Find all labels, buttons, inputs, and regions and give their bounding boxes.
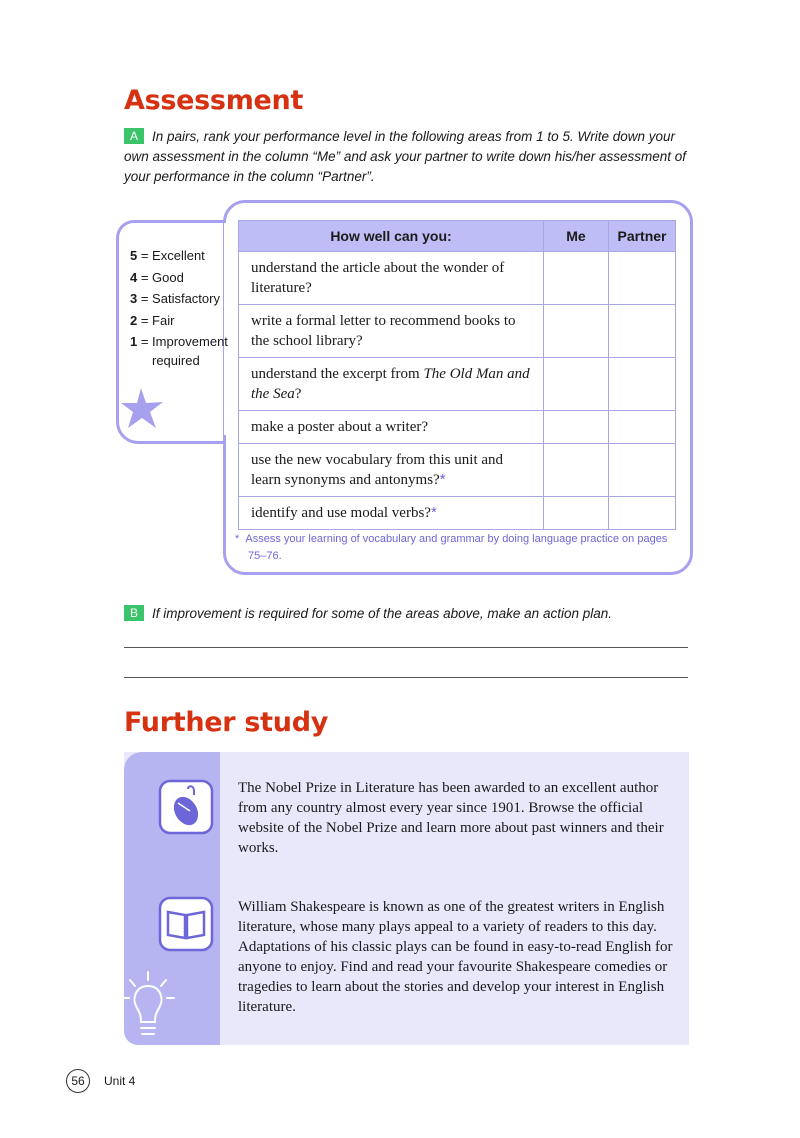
asterisk-marker: * bbox=[430, 504, 437, 521]
scale-item-continuation: required bbox=[152, 352, 200, 368]
part-a-badge: A bbox=[124, 128, 144, 144]
scale-item: 3 = Satisfactory bbox=[130, 291, 220, 306]
partner-score-cell[interactable] bbox=[609, 305, 676, 358]
skill-cell: write a formal letter to recommend books to the school library? bbox=[239, 305, 544, 358]
me-score-cell[interactable] bbox=[544, 444, 609, 497]
unit-label: Unit 4 bbox=[104, 1074, 136, 1088]
rating-scale bbox=[130, 245, 228, 369]
assessment-title: Assessment bbox=[124, 85, 304, 116]
me-score-cell[interactable] bbox=[544, 252, 609, 305]
further-study-title: Further study bbox=[124, 707, 329, 738]
skill-cell: use the new vocabulary from this unit and learn synonyms and antonyms?* bbox=[239, 444, 544, 497]
table-row bbox=[239, 305, 676, 358]
part-b-instructions bbox=[124, 604, 694, 624]
column-header-partner: Partner bbox=[609, 221, 676, 252]
star-icon bbox=[121, 386, 169, 434]
skill-cell: understand the excerpt from The Old Man and the Sea? bbox=[239, 358, 544, 411]
computer-mouse-icon bbox=[158, 779, 214, 835]
further-study-paragraph-1: The Nobel Prize in Literature has been awarded to an excellent author from any country almost every year since 1901. Browse the official website of the Nobel Prize and learn more about past winners and their works. bbox=[238, 780, 664, 856]
partner-score-cell[interactable] bbox=[609, 411, 676, 444]
part-a-text: In pairs, rank your performance level in the following areas from 1 to 5. Write down your own assessment in the column “Me” and ask your partner to write down his/her assessment of your performance in the column “Partner”. bbox=[124, 129, 687, 184]
skill-cell: make a poster about a writer? bbox=[239, 411, 544, 444]
table-row bbox=[239, 252, 676, 305]
me-score-cell[interactable] bbox=[544, 305, 609, 358]
footnote-text: Assess your learning of vocabulary and grammar by doing language practice on pages 75–76. bbox=[245, 533, 668, 562]
scale-item: 4 = Good bbox=[130, 269, 184, 285]
part-b-text: If improvement is required for some of the areas above, make an action plan. bbox=[152, 606, 612, 621]
table-row bbox=[239, 497, 676, 530]
table-row bbox=[239, 358, 676, 411]
footnote-marker: * bbox=[235, 533, 240, 545]
asterisk-marker: * bbox=[439, 471, 446, 488]
me-score-cell[interactable] bbox=[544, 497, 609, 530]
skill-cell: understand the article about the wonder of literature? bbox=[239, 252, 544, 305]
partner-score-cell[interactable] bbox=[609, 358, 676, 411]
me-score-cell[interactable] bbox=[544, 358, 609, 411]
open-book-icon bbox=[158, 896, 214, 952]
part-a-instructions bbox=[124, 127, 694, 187]
table-row bbox=[239, 411, 676, 444]
action-plan-line-2[interactable] bbox=[124, 677, 688, 678]
assessment-table bbox=[238, 220, 676, 530]
column-header-me: Me bbox=[544, 221, 609, 252]
table-header-row bbox=[239, 221, 676, 252]
table-row bbox=[239, 444, 676, 497]
partner-score-cell[interactable] bbox=[609, 497, 676, 530]
column-header-skill: How well can you: bbox=[239, 221, 544, 252]
scale-item: 2 = Fair bbox=[130, 312, 175, 328]
partner-score-cell[interactable] bbox=[609, 252, 676, 305]
partner-score-cell[interactable] bbox=[609, 444, 676, 497]
action-plan-line-1[interactable] bbox=[124, 647, 688, 648]
part-b-badge: B bbox=[124, 605, 144, 621]
light-bulb-icon bbox=[118, 968, 186, 1048]
page-number: 56 bbox=[66, 1069, 90, 1093]
scale-item: 5 = Excellent bbox=[130, 248, 205, 263]
table-footnote bbox=[235, 531, 675, 565]
scale-item: 1 = Improvement bbox=[130, 334, 228, 349]
further-study-paragraph-2: William Shakespeare is known as one of the greatest writers in English literature, whose many plays appeal to a variety of readers to this day. Adaptations of his classic plays can be found in easy-to-read English for anyone to enjoy. Find and read your favourite Shakespeare comedies or tragedies to learn about the stories and develop your interest in English literature. bbox=[238, 899, 673, 1015]
skill-cell: identify and use modal verbs?* bbox=[239, 497, 544, 530]
me-score-cell[interactable] bbox=[544, 411, 609, 444]
